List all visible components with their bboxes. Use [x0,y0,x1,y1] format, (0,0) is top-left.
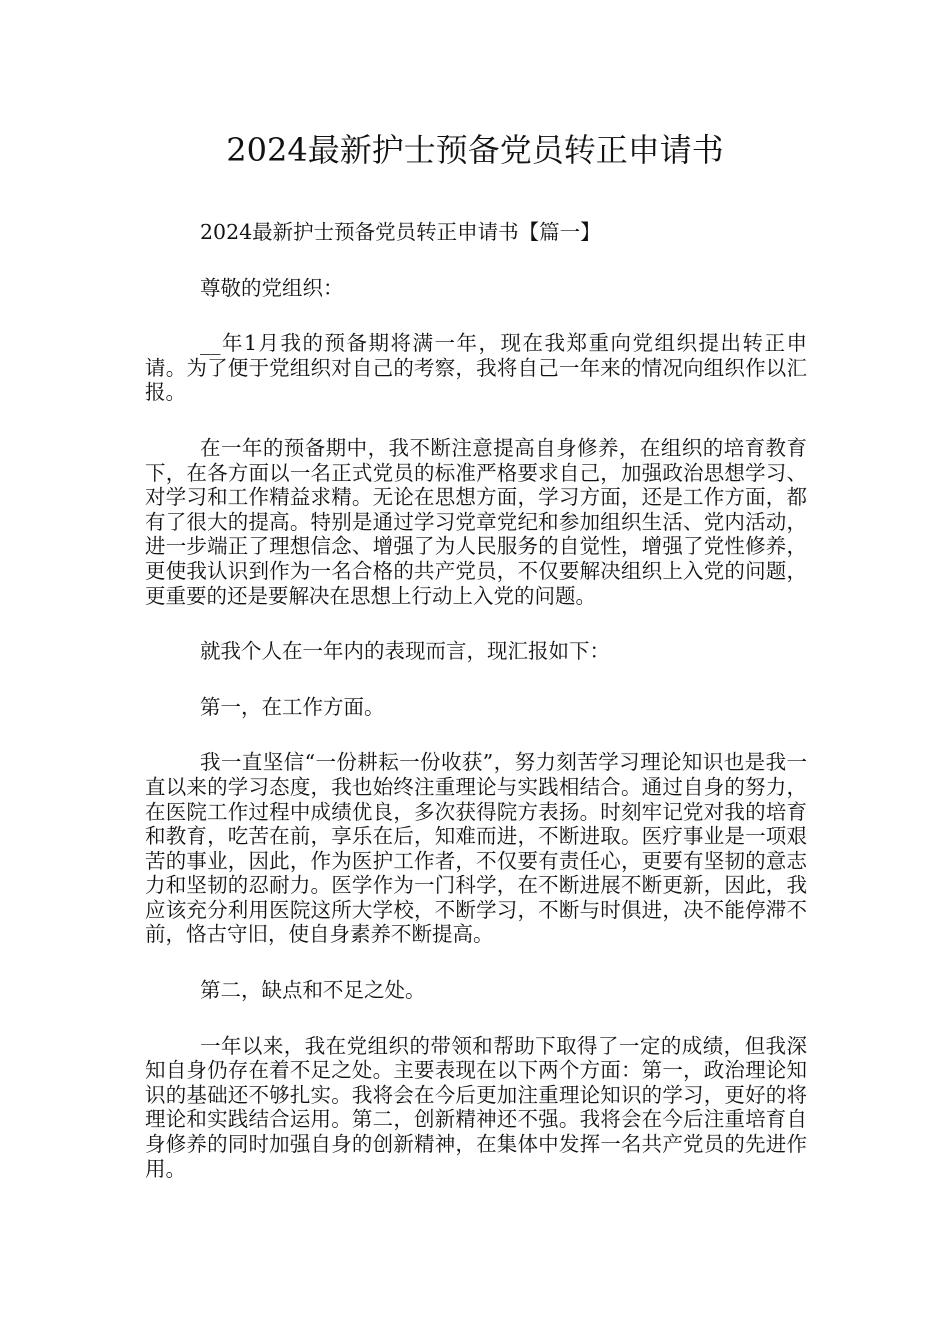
paragraph-overview: 在一年的预备期中，我不断注意提高自身修养，在组织的培育教育下，在各方面以一名正式党员的标准严格要求自己，加强政治思想学习、对学习和工作精益求精。无论在思想方面，学习方面，还是工作方面，都有了很大的提高。特别是通过学习党章党纪和参加组织生活、党内活动，进一步端正了理想信念、增强了为人民服务的自觉性，增强了党性修养，更使我认识到作为一名合格的共产党员，不仅要解决组织上入党的问题，更重要的还是要解决在思想上行动上入党的问题。 [145,435,807,608]
salutation: 尊敬的党组织： [200,275,344,300]
document-body [145,220,807,1212]
document-title: 2024最新护士预备党员转正申请书 [226,131,724,169]
paragraph-intro: __年1月我的预备期将满一年，现在我郑重向党组织提出转正申请。为了便于党组织对自己的考察，我将自己一年来的情况向组织作以汇报。 [145,331,807,405]
paragraph-shortcomings: 一年以来，我在党组织的带领和帮助下取得了一定的成绩，但我深知自身仍存在着不足之处。主要表现在以下两个方面：第一，政治理论知识的基础还不够扎实。我将会在今后更加注重理论知识的学习，更好的将理论和实践结合运用。第二，创新精神还不强。我将会在今后注重培育自身修养的同时加强自身的创新精神，在集体中发挥一名共产党员的先进作用。 [145,1033,807,1181]
subheading-shortcomings: 第二，缺点和不足之处。 [200,978,426,1003]
paragraph-work: 我一直坚信“一份耕耘一份收获”，努力刻苦学习理论知识也是我一直以来的学习态度，我也始终注重理论与实践相结合。通过自身的努力，在医院工作过程中成绩优良，多次获得院方表扬。时刻牢记党对我的培育和教育，吃苦在前，享乐在后，知难而进，不断进取。医疗事业是一项艰苦的事业，因此，作为医护工作者，不仅要有责任心，更要有坚韧的意志力和坚韧的忍耐力。医学作为一门科学，在不断进展不断更新，因此，我应该充分利用医院这所大学校，不断学习，不断与时俱进，决不能停滞不前，恪古守旧，使自身素养不断提高。 [145,750,807,947]
section-heading: 2024最新护士预备党员转正申请书【篇一】 [200,220,601,244]
paragraph-report-lead: 就我个人在一年内的表现而言，现汇报如下： [200,639,610,664]
subheading-work: 第一，在工作方面。 [200,694,385,719]
